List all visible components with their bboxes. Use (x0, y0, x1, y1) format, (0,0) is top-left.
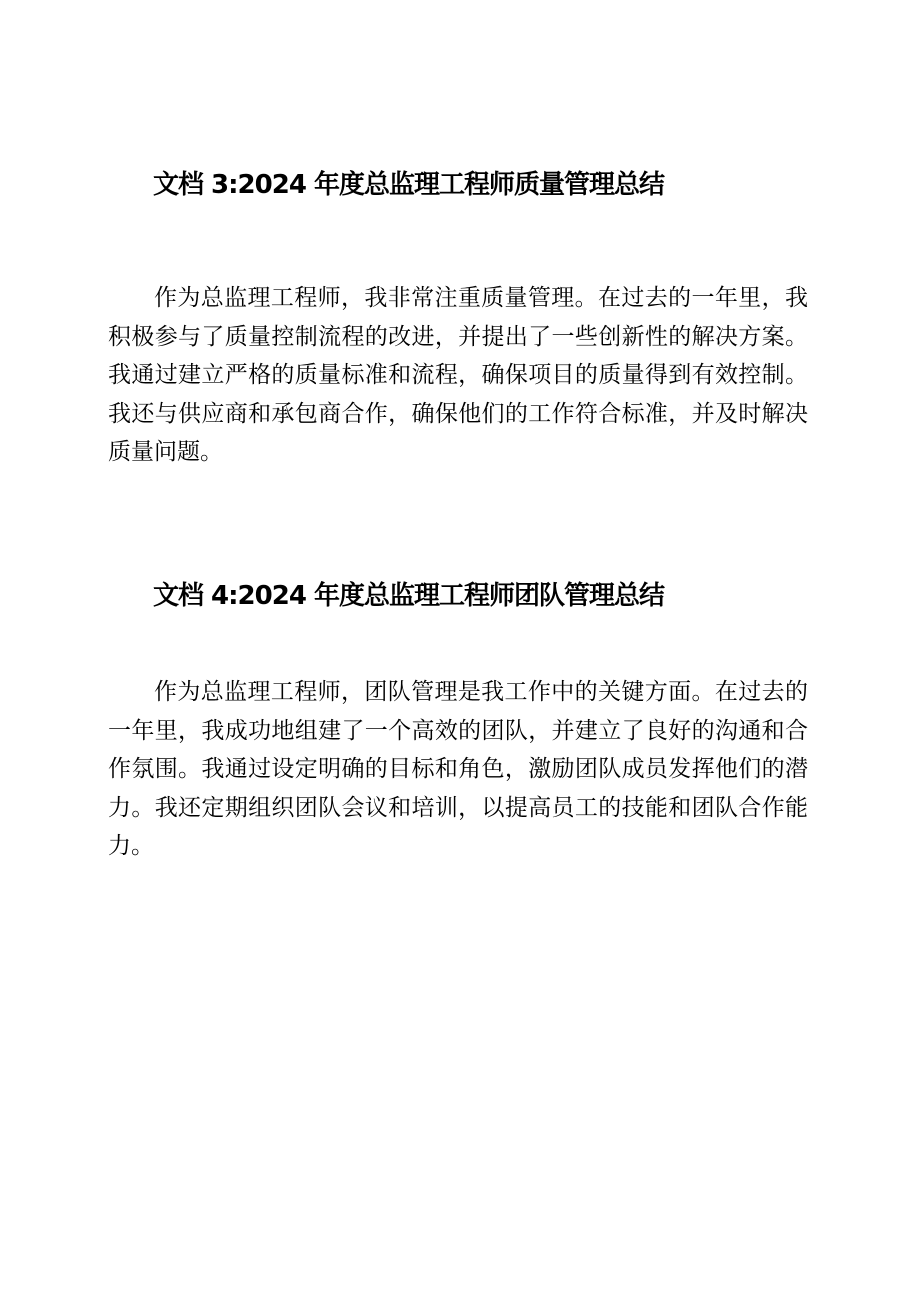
section-body-team: 作为总监理工程师，团队管理是我工作中的关键方面。在过去的一年里，我成功地组建了一个高效的团队，并建立了良好的沟通和合作氛围。我通过设定明确的目标和角色，激励团队成员发挥他们的潜力。我还定期组织团队会议和培训，以提高员工的技能和团队合作能力。 (108, 679, 808, 859)
section-heading-quality: 文档 3:2024 年度总监理工程师质量管理总结 (153, 170, 664, 200)
section-heading-team: 文档 4:2024 年度总监理工程师团队管理总结 (153, 581, 664, 611)
section-body-quality: 作为总监理工程师，我非常注重质量管理。在过去的一年里，我积极参与了质量控制流程的改进，并提出了一些创新性的解决方案。我通过建立严格的质量标准和流程，确保项目的质量得到有效控制。我还与供应商和承包商合作，确保他们的工作符合标准，并及时解决质量问题。 (108, 285, 808, 465)
